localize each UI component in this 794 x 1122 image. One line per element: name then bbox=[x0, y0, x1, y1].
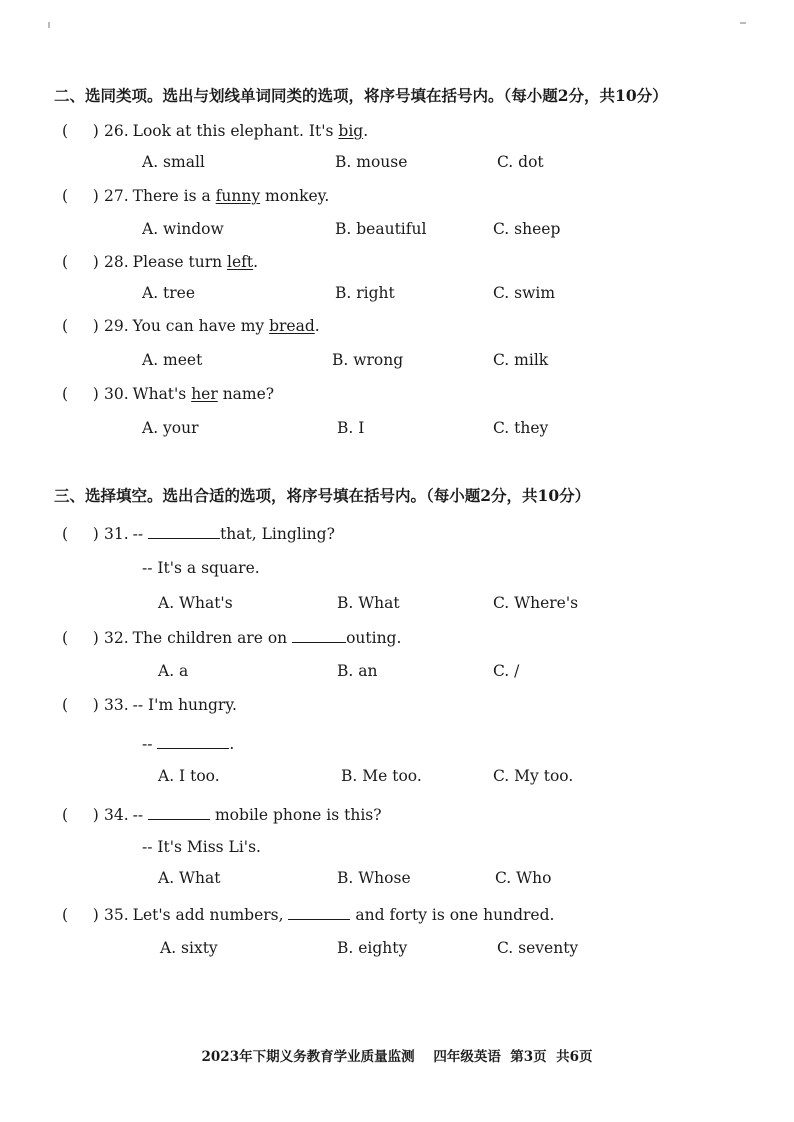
question-34: ( ) 34. -- mobile phone is this? bbox=[62, 806, 382, 824]
question-28: ( ) 28. Please turn left. bbox=[62, 253, 259, 271]
underlined-word: bread bbox=[269, 317, 315, 335]
option-b[interactable]: B. What bbox=[337, 594, 400, 612]
answer-blank[interactable]: ( ) bbox=[62, 629, 99, 647]
question-33: ( ) 33. -- I'm hungry. bbox=[62, 696, 237, 714]
option-b[interactable]: B. beautiful bbox=[335, 220, 427, 238]
option-b[interactable]: B. Whose bbox=[337, 869, 411, 887]
answer-blank[interactable]: ( ) bbox=[62, 187, 99, 205]
question-29: ( ) 29. You can have my bread. bbox=[62, 317, 320, 335]
option-b[interactable]: B. wrong bbox=[332, 351, 404, 369]
option-b[interactable]: B. I bbox=[337, 419, 365, 437]
answer-blank[interactable]: ( ) bbox=[62, 317, 99, 335]
option-a[interactable]: A. What's bbox=[158, 594, 233, 612]
fill-blank[interactable] bbox=[148, 804, 210, 820]
option-c[interactable]: C. swim bbox=[493, 284, 556, 302]
question-30: ( ) 30. What's her name? bbox=[62, 385, 275, 403]
answer-blank[interactable]: ( ) bbox=[62, 122, 99, 140]
page-footer: 2023年下期义务教育学业质量监测 四年级英语 第3页 共6页 bbox=[201, 1049, 593, 1065]
question-27: ( ) 27. There is a funny monkey. bbox=[62, 187, 330, 205]
scan-mark bbox=[740, 22, 746, 24]
option-b[interactable]: B. eighty bbox=[337, 939, 408, 957]
underlined-word: big bbox=[338, 122, 364, 140]
question-35: ( ) 35. Let's add numbers, and forty is one hundred. bbox=[62, 906, 555, 924]
answer-blank[interactable]: ( ) bbox=[62, 525, 99, 543]
fill-blank[interactable] bbox=[288, 904, 350, 920]
question-32: ( ) 32. The children are on outing. bbox=[62, 629, 402, 647]
option-b[interactable]: B. Me too. bbox=[341, 767, 422, 785]
option-a[interactable]: A. I too. bbox=[158, 767, 220, 785]
option-a[interactable]: A. What bbox=[158, 869, 221, 887]
section-2-title: 二、选同类项。选出与划线单词同类的选项，将序号填在括号内。（每小题2分，共10分） bbox=[54, 86, 668, 105]
option-c[interactable]: C. dot bbox=[497, 153, 544, 171]
section-3-title: 三、选择填空。选出合适的选项，将序号填在括号内。（每小题2分，共10分） bbox=[54, 486, 591, 505]
option-b[interactable]: B. right bbox=[335, 284, 395, 302]
fill-blank[interactable] bbox=[148, 523, 220, 539]
underlined-word: left bbox=[227, 253, 254, 271]
option-a[interactable]: A. a bbox=[158, 662, 189, 680]
fill-blank[interactable] bbox=[292, 627, 346, 643]
option-a[interactable]: A. meet bbox=[142, 351, 203, 369]
answer-blank[interactable]: ( ) bbox=[62, 385, 99, 403]
question-31: ( ) 31. -- that, Lingling? bbox=[62, 525, 335, 543]
option-a[interactable]: A. sixty bbox=[160, 939, 218, 957]
answer-blank[interactable]: ( ) bbox=[62, 906, 99, 924]
dialog-reply: -- . bbox=[142, 735, 235, 753]
dialog-reply: -- It's Miss Li's. bbox=[142, 838, 261, 856]
option-a[interactable]: A. your bbox=[142, 419, 199, 437]
dialog-reply: -- It's a square. bbox=[142, 559, 260, 577]
option-c[interactable]: C. Who bbox=[495, 869, 552, 887]
underlined-word: funny bbox=[215, 187, 261, 205]
option-c[interactable]: C. My too. bbox=[493, 767, 574, 785]
answer-blank[interactable]: ( ) bbox=[62, 696, 99, 714]
option-a[interactable]: A. tree bbox=[142, 284, 196, 302]
option-c[interactable]: C. sheep bbox=[493, 220, 561, 238]
option-c[interactable]: C. / bbox=[493, 662, 520, 680]
option-c[interactable]: C. seventy bbox=[497, 939, 579, 957]
underlined-word: her bbox=[191, 385, 218, 403]
option-b[interactable]: B. mouse bbox=[335, 153, 408, 171]
option-c[interactable]: C. milk bbox=[493, 351, 549, 369]
fill-blank[interactable] bbox=[157, 733, 229, 749]
option-c[interactable]: C. Where's bbox=[493, 594, 579, 612]
option-a[interactable]: A. small bbox=[142, 153, 205, 171]
answer-blank[interactable]: ( ) bbox=[62, 253, 99, 271]
scan-mark bbox=[48, 22, 50, 28]
question-26: ( ) 26. Look at this elephant. It's big. bbox=[62, 122, 369, 140]
option-b[interactable]: B. an bbox=[337, 662, 378, 680]
answer-blank[interactable]: ( ) bbox=[62, 806, 99, 824]
option-c[interactable]: C. they bbox=[493, 419, 549, 437]
option-a[interactable]: A. window bbox=[142, 220, 224, 238]
